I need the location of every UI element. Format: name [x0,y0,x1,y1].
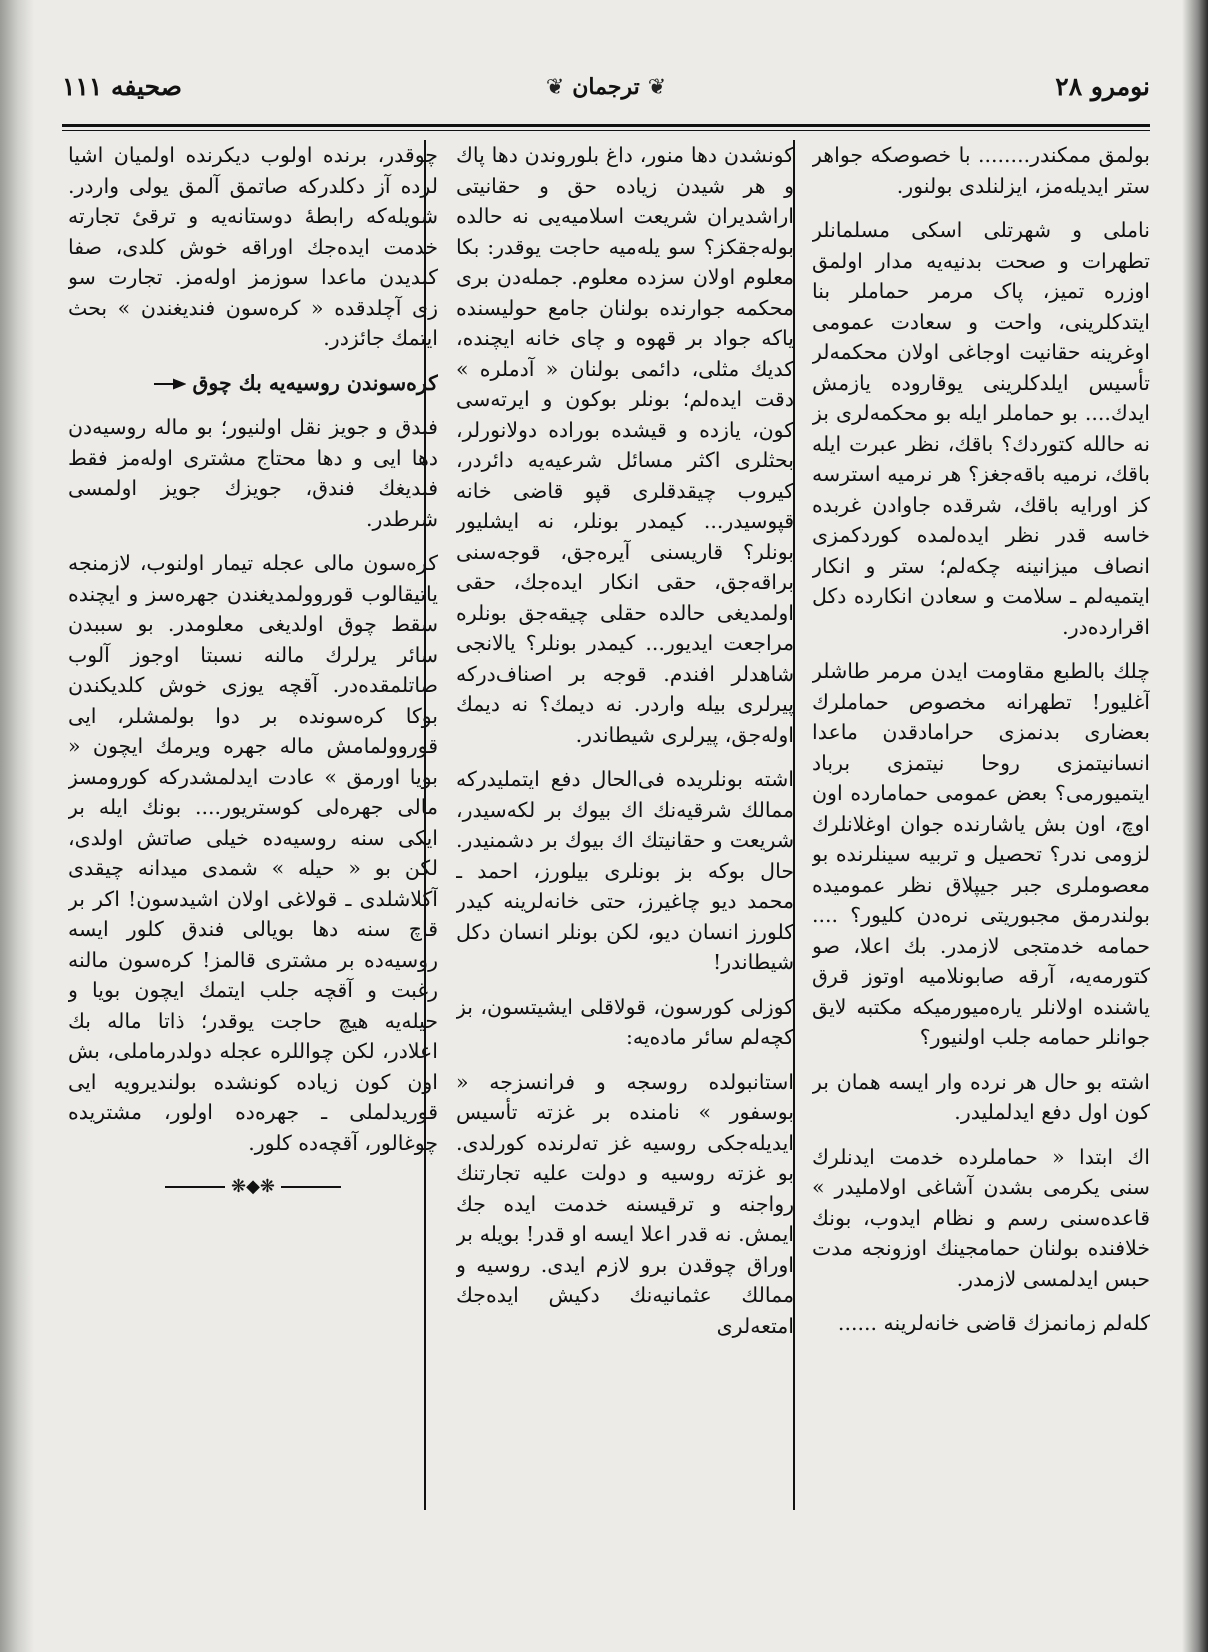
ornament-rule [165,1186,225,1188]
paragraph: استانبولده روسجه و فرانسزجه « بوسفور » نامنده بر غزته تأسیس ایدیله‌جکی روسیه غز ته‌لرنده کورلدی. بو غزته روسیه و دولت علیه تجارتنك رواجنه و ترقیسنه خدمت ایده جك ایمش. نه قدر اعلا ایسه او قدر! بویله بر اوراق چوقدن برو لازم ایدی. روسیه و ممالك عثمانیه‌نك دکیش ایده‌جك امتعه‌لری [456,1069,794,1338]
paragraph: ناملی و شهرتلی اسکی مسلمانلر تطهرات و صحت بدنیه‌یه مدار اولمق اوزره تمیز، پاک مرمر حماملر بنا ایتدکلرینی، واحت و سعادت عمومی اوغرینه حقانیت اوجاغی اولان محکمه‌لر تأسیس ایلدکلرینی یوقاروده یازمش ایدك.... بو حماملر ایله بو محکمه‌لری بز نه حالله کتوردك؟ باقك، نظر عبرت ایله باقك، نرمیه باقه‌جغز؟ هر نرمیه استرسه كز اورایه باقك، شرقده جاوادن غربده خاسه قدر نظر ایده‌لمده کوردکمزی انصاف میزانینه چکه‌لم؛ ستر و انکار ایتمیه‌لم ـ سلامت و سعادن انکارده دکل اقرارده‌در. [812,218,1150,639]
column-left [68,140,438,1515]
column-middle [456,140,794,1515]
paragraph: کونشدن دها منور، داغ بلوروندن دها پاك و هر شیدن زیاده حق و حقانیتی اراشدیران شریعت اسلامیه‌یی نه حالده بوله‌جقکز؟ سو یله‌میه حاجت یوقدر: بکا معلوم اولان سزده معلوم. جمله‌دن بری محکمه جوارنده بولنان جامع حولیسنده یاکه جواد بر قهوه و چای خانه ایچنده، کدیك مثلی، دائمی بولنان « آدملره » دقت ایده‌لم؛ بونلر بوکون و ایرته‌سی کون، یازده و قیشده بوراده دولانورلر، بحثلری اکثر مسائل شرعیه‌یه دائردر، کیروب چیقدقلری قپو قاضی خانه قپوسیدر... کیمدر بونلر، نه ایشلیور بونلر؟ قاریسنی آیره‌جق، قوجه‌سنی براقه‌جق، حقی انکار ایده‌جك، حقی اولمدیغی حالده حقلی چیقه‌جق بونلره مراجعت ایدیور... کیمدر بونلر؟ یالانجی شاهدلر افندم. قوجه بر اصناف‌درکه پیرلری بیله واردر. نه دیمك؟ نه دیمك اوله‌جق، پیرلری شیطاندر. [456,143,794,747]
paragraph: فندق و جویز نقل اولنیور؛ بو ماله روسیه‌دن دها ایی و دها محتاج مشتری اوله‌مز فقط فندیغك فندق، جویزك جویز اولمسی شرطدر. [68,415,438,531]
paragraph: چلك بالطبع مقاومت ایدن مرمر طاشلر آغلیور! تطهرانه مخصوص حماملرك بعضاری بدنمزی حرامادقدن ماعدا انسانیتمزی روحا نیتمزی برباد ایتمیورمی؟ بعض عمومی حمامارده اون اوچ، اون بش یاشارنده جوان اوغلانلرك لزومی ندر؟ تحصیل و تربیه سینلرنده بو معصوملری جبر جیپلاق نظر عمومیده بولندرمق مجبوریتی نره‌دن کلیور؟ .... حمامه خدمتجی لازمدر. بك اعلا، صو کتورمه‌یه، آرقه صابونلامیه اوتوز قرق یاشنده اولانلر یاره‌میورمیکه مکتبه لایق جوانلر حمامه جلب اولنیور؟ [812,659,1150,1049]
paragraph: چوقدر، برنده اولوب دیکرنده اولمیان اشیا لرده آز دکلدرکه صاتمق آلمق یولی واردر. شویله‌که رابطهٔ دوستانه‌یه و ترقیٔ تجارته خدمت ایده‌جك اوراقه خوش کلدی، صفا کلدیدن ماعدا سوزمز اوله‌مز. تجارت سو زی آچلدقده « کره‌سون فندیغندن » بحث ایتمك جائزدر. [68,143,438,350]
paragraph: کوزلی کورسون، قولاقلی ایشیتسون، بز کچه‌لم سائر ماده‌یه: [456,994,794,1049]
header-rule-thin [62,130,1150,131]
end-ornament [68,1172,438,1203]
ornament-right-icon: ❦ [647,74,667,100]
ornament-left-icon: ❦ [545,74,565,100]
page-number: صحیفه ۱۱۱ [62,72,182,101]
page-edge-shadow-left [0,0,34,1652]
section-heading: کره‌سوندن روسیه‌یه بك چوق [192,370,438,395]
ornament-rule [281,1186,341,1188]
paragraph: اك ابتدا « حماملرده خدمت ایدنلرك سنی یکرمی بشدن آشاغی اولاملیدر » قاعده‌سنی رسم و نظام ایدوب، بونك خلافنده بولنان حمامجینك اوزونجه مدت حبس ایدلمسی لازمدر. [812,1144,1150,1291]
ornament-icon: ❋◆❋ [230,1176,275,1197]
issue-number: نومرو ۲۸ [1055,72,1150,101]
paragraph: اشته بو حال هر نرده وار ایسه همان بر کون اول دفع ایدلملیدر. [812,1069,1150,1124]
paragraph: اشته بونلریده فی‌الحال دفع ایتملیدرکه ممالك شرقیه‌نك اك بیوك بر لکه‌سیدر، شریعت و حقانیتك اك بیوك بر دشمنیدر. حال بوکه بز بونلری بیلورز، احمد ـ محمد دیو چاغیرز، حتی خانه‌لرینه کیدر کلورز انسان دیو، لکن بونلر انسان دکل شیطاندر! [456,767,794,974]
page-edge-shadow-right [1182,0,1208,1652]
masthead-title: ترجمان [572,74,640,100]
page-header [62,70,1150,120]
masthead [546,74,666,100]
pointing-hand-icon [152,378,186,390]
paragraph: کره‌سون مالی عجله تیمار اولنوب، لازمنجه یاتیقالوب قوروولمدیغندن جهره‌سز و ایچنده سقط چوق اولدیغی معلومدر. بو سببدن سائر یرلرك مالنه نسبتا اوجوز آلوب صاتلمقده‌در. آقچه یوزی خوش کلدیکندن بوکا کره‌سونده بر دوا بولمشلر، ایی قوروولمامش ماله جهره ویرمك ایچون « بویا اورمق » عادت ایدلمشدرکه کورومسز مالی جهره‌لی کوستریور.... بونك ایله بر ایکی سنه روسیه‌ده خیلی صاتش اولدی، لکن بو « حیله » شمدی میدانه چیقدی آکلاشلدی ـ قولاغی اولان اشیدسون! اکر بر قاچ سنه دها بویالی فندق کلور ایسه روسیه‌ده بر مشتری قالمز! کره‌سون مالنه رغبت و آقچه جلب ایتمك ایچون بویا و حیله‌یه هیچ حاجت یوقدر؛ ذاتا ماله بك اعلادر، لکن چواللره عجله دولدرماملی، بش اون کون زیاده کونشده بولندیرویه ایی قوریدلملی ـ جهره‌ده اولور، مشتریده چوغالور، آقچه‌ده کلور. [68,551,438,1155]
section-heading-line [68,368,438,399]
column-right [812,140,1150,1515]
header-rule [62,124,1150,127]
paragraph: کله‌لم زمانمزك قاضی خانه‌لرینه ...... [837,1311,1150,1335]
paragraph: بولمق ممکندر........ با خصوصکه جواهر ستر ایدیله‌مز، ایزلنلدی بولنور. [812,143,1150,198]
